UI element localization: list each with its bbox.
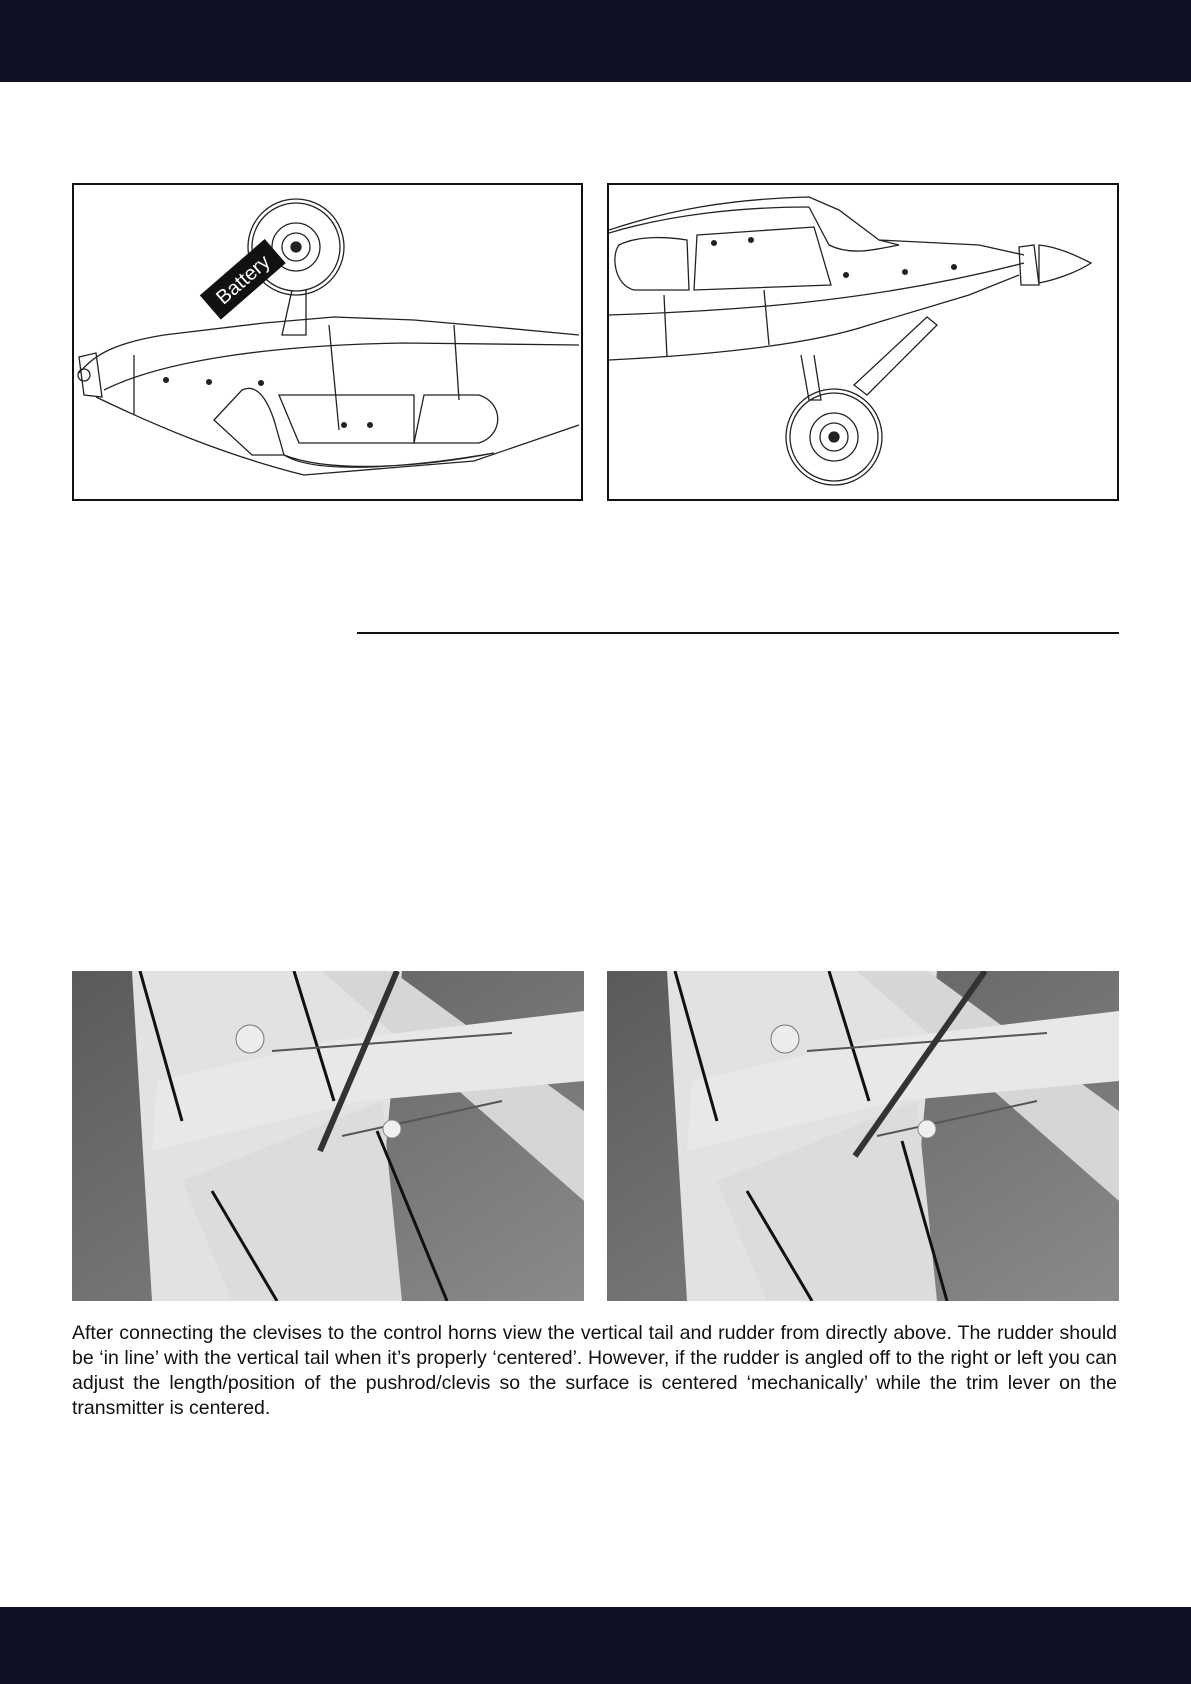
window-front	[214, 388, 284, 455]
wheel-drawing	[786, 389, 882, 485]
photo-rudder-horn-right	[607, 971, 1119, 1301]
photo-rudder-horn-left	[72, 971, 584, 1301]
section-divider	[357, 632, 1119, 634]
footer-band	[0, 1607, 1191, 1684]
diagram-fuselage-landing-gear	[607, 183, 1119, 501]
header-band	[0, 0, 1191, 82]
window-middle	[694, 227, 831, 290]
instruction-paragraph: After connecting the clevises to the control horns view the vertical tail and rudder from directly above. The rudder should be ‘in line’ with the vertical tail when it’s properly ‘centered’. However, if the rudder is angled off to the right or left you can adjust the length/position of the pushrod/clevis so the surface is centered ‘mechanically’ while the trim lever on the transmitter is centered.	[72, 1322, 1117, 1419]
window-rear	[414, 395, 498, 443]
diagram-fuselage-battery-hatch	[72, 183, 583, 501]
window-middle	[279, 395, 414, 443]
window-rear	[615, 238, 689, 290]
battery-label: Battery	[212, 250, 275, 310]
